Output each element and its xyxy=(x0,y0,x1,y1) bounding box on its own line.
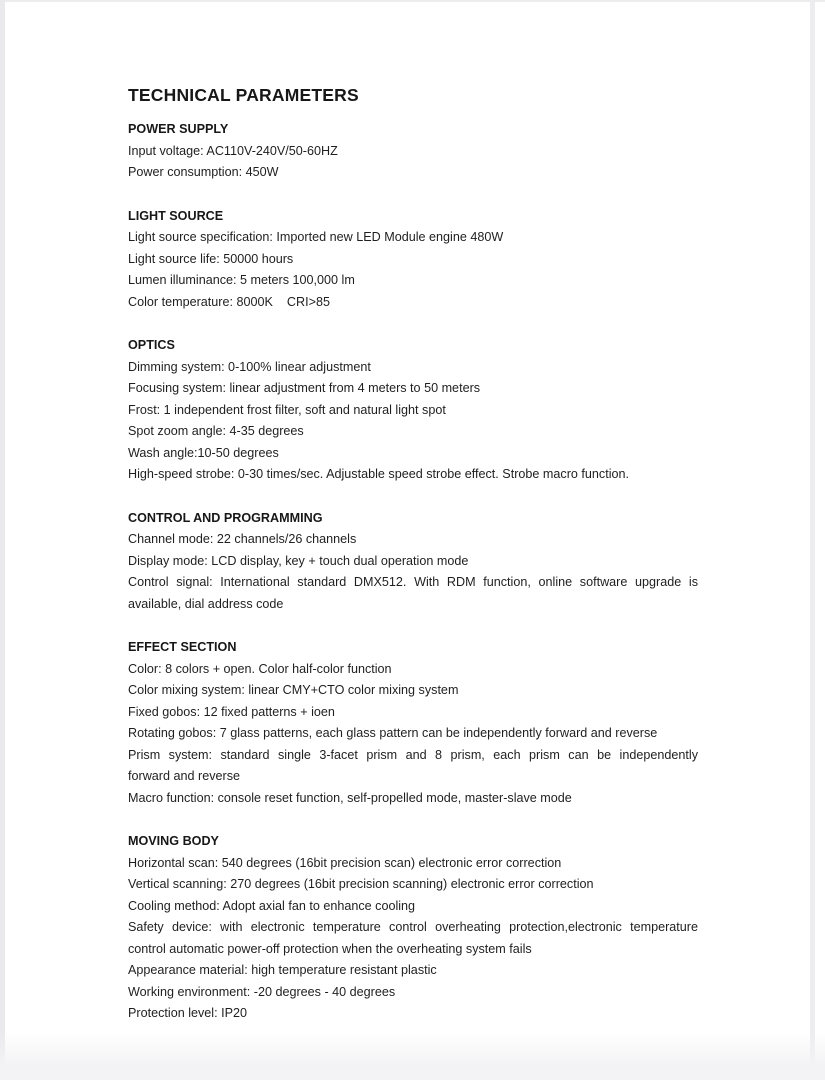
spec-line: Color: 8 colors + open. Color half-color function xyxy=(128,661,392,676)
spec-line: Light source specification: Imported new LED Module engine 480W xyxy=(128,230,504,244)
spec-line: Horizontal scan: 540 degrees (16bit precision scan) electronic error correction xyxy=(128,855,562,870)
spec-line: available, dial address code xyxy=(128,596,284,611)
spec-line: forward and reverse xyxy=(128,769,240,783)
section-effect xyxy=(128,637,698,809)
spec-line: Protection level: IP20 xyxy=(128,1006,248,1020)
spec-line: Color mixing system: linear CMY+CTO color mixing system xyxy=(128,683,459,697)
spec-line: Input voltage: AC110V-240V/50-60HZ xyxy=(128,143,338,158)
spec-line: Appearance material: high temperature resistant plastic xyxy=(128,963,437,977)
spec-line: Prism system: standard single 3-facet prism and 8 prism, each prism can be independently xyxy=(128,747,698,762)
page-title: TECHNICAL PARAMETERS xyxy=(128,85,359,105)
spec-line: Fixed gobos: 12 fixed patterns + ioen xyxy=(128,704,335,719)
section-heading: MOVING BODY xyxy=(128,834,219,848)
section-heading: CONTROL AND PROGRAMMING xyxy=(128,510,323,525)
document-content xyxy=(128,0,698,1025)
spec-line: Control signal: International standard DMX512. With RDM function, online software upgrade is xyxy=(128,575,698,589)
page-edge-left xyxy=(0,0,5,1080)
section-heading: OPTICS xyxy=(128,338,175,352)
section-power-supply xyxy=(128,119,698,184)
spec-line: Rotating gobos: 7 glass patterns, each glass pattern can be independently forward and reverse xyxy=(128,726,658,740)
spec-line: Working environment: -20 degrees - 40 degrees xyxy=(128,984,396,999)
section-heading: LIGHT SOURCE xyxy=(128,208,224,223)
section-optics xyxy=(128,335,698,486)
spec-line: Dimming system: 0-100% linear adjustment xyxy=(128,359,371,374)
section-heading: POWER SUPPLY xyxy=(128,122,229,136)
spec-line: Color temperature: 8000K CRI>85 xyxy=(128,294,330,309)
spec-line: Channel mode: 22 channels/26 channels xyxy=(128,532,357,546)
spec-line: Cooling method: Adopt axial fan to enhance cooling xyxy=(128,898,416,913)
spec-line: Power consumption: 450W xyxy=(128,165,279,179)
spec-line: Lumen illuminance: 5 meters 100,000 lm xyxy=(128,273,355,287)
page-edge-right xyxy=(810,0,815,1080)
section-light-source xyxy=(128,206,698,314)
spec-line: Display mode: LCD display, key + touch dual operation mode xyxy=(128,553,469,568)
spec-line: High-speed strobe: 0-30 times/sec. Adjustable speed strobe effect. Strobe macro function. xyxy=(128,467,629,481)
spec-line: control automatic power-off protection when the overheating system fails xyxy=(128,941,532,956)
section-heading: EFFECT SECTION xyxy=(128,640,237,654)
spec-line: Wash angle:10-50 degrees xyxy=(128,445,279,460)
page-edge-bottom xyxy=(0,1032,825,1080)
spec-line: Light source life: 50000 hours xyxy=(128,251,294,266)
spec-line: Safety device: with electronic temperature control overheating protection,electronic temperature xyxy=(128,920,698,934)
spec-line: Focusing system: linear adjustment from 4 meters to 50 meters xyxy=(128,381,481,395)
section-moving-body xyxy=(128,831,698,1025)
spec-line: Spot zoom angle: 4-35 degrees xyxy=(128,424,304,438)
spec-line: Macro function: console reset function, self-propelled mode, master-slave mode xyxy=(128,790,572,805)
spec-line: Vertical scanning: 270 degrees (16bit precision scanning) electronic error correction xyxy=(128,877,594,891)
spec-line: Frost: 1 independent frost filter, soft and natural light spot xyxy=(128,402,446,417)
section-control-and-programming xyxy=(128,508,698,616)
